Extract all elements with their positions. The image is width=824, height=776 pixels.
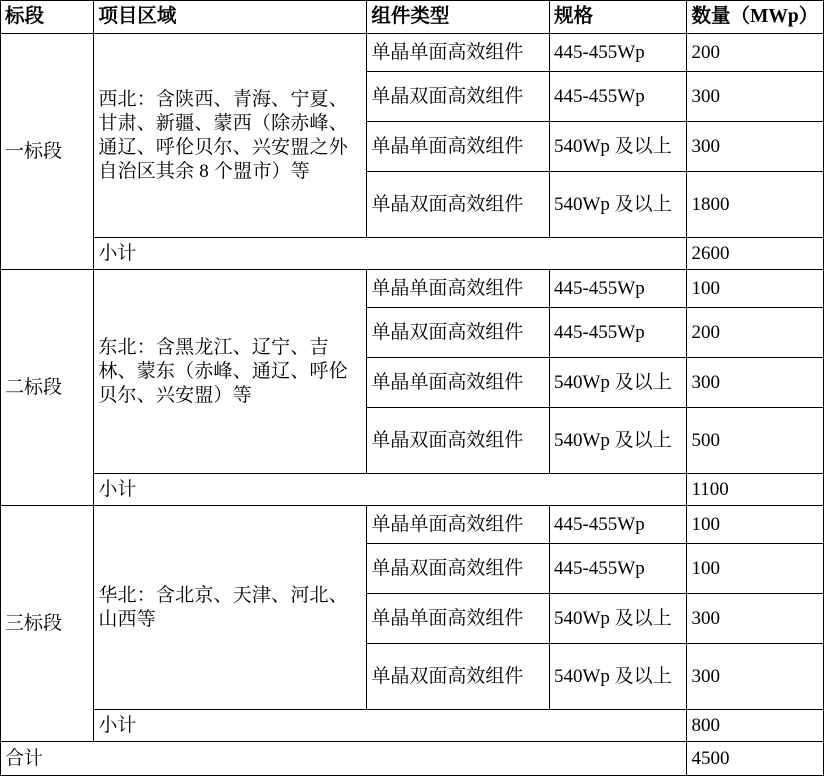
cell-specification: 445-455Wp: [549, 34, 687, 72]
cell-module-type: 单晶单面高效组件: [367, 270, 550, 308]
cell-module-type: 单晶双面高效组件: [367, 172, 550, 238]
cell-module-type: 单晶单面高效组件: [367, 122, 550, 172]
column-header-qty: 数量（MWp）: [687, 1, 824, 34]
cell-module-type: 单晶双面高效组件: [367, 644, 550, 710]
cell-specification: 445-455Wp: [549, 544, 687, 594]
cell-quantity: 200: [687, 34, 824, 72]
table-row: [1, 270, 824, 308]
subtotal-row: [1, 238, 824, 270]
subtotal-value: 800: [687, 710, 824, 742]
table-row: [1, 506, 824, 544]
cell-specification: 445-455Wp: [549, 308, 687, 358]
cell-module-type: 单晶双面高效组件: [367, 408, 550, 474]
table-body: [1, 34, 824, 776]
cell-module-type: 单晶单面高效组件: [367, 34, 550, 72]
cell-module-type: 单晶双面高效组件: [367, 72, 550, 122]
cell-specification: 445-455Wp: [549, 72, 687, 122]
subtotal-label: 小计: [94, 474, 687, 506]
header-row: [1, 1, 824, 34]
cell-module-type: 单晶双面高效组件: [367, 308, 550, 358]
table-row: [1, 34, 824, 72]
column-header-area: 项目区域: [94, 1, 367, 34]
total-label: 合计: [1, 742, 687, 776]
cell-quantity: 300: [687, 72, 824, 122]
cell-quantity: 1800: [687, 172, 824, 238]
cell-lot: 一标段: [1, 34, 94, 270]
total-row: [1, 742, 824, 776]
cell-specification: 540Wp 及以上: [549, 358, 687, 408]
cell-quantity: 300: [687, 644, 824, 710]
cell-specification: 540Wp 及以上: [549, 644, 687, 710]
column-header-spec: 规格: [549, 1, 687, 34]
cell-quantity: 300: [687, 122, 824, 172]
cell-project-area: 华北：含北京、天津、河北、山西等: [94, 506, 367, 710]
subtotal-label: 小计: [94, 238, 687, 270]
cell-quantity: 100: [687, 544, 824, 594]
cell-quantity: 100: [687, 270, 824, 308]
cell-module-type: 单晶单面高效组件: [367, 358, 550, 408]
subtotal-value: 1100: [687, 474, 824, 506]
subtotal-value: 2600: [687, 238, 824, 270]
cell-module-type: 单晶双面高效组件: [367, 544, 550, 594]
cell-lot: 三标段: [1, 506, 94, 742]
total-value: 4500: [687, 742, 824, 776]
cell-specification: 540Wp 及以上: [549, 594, 687, 644]
cell-specification: 445-455Wp: [549, 270, 687, 308]
column-header-lot: 标段: [1, 1, 94, 34]
cell-specification: 445-455Wp: [549, 506, 687, 544]
cell-module-type: 单晶单面高效组件: [367, 594, 550, 644]
cell-quantity: 300: [687, 594, 824, 644]
cell-project-area: 西北：含陕西、青海、宁夏、甘肃、新疆、蒙西（除赤峰、通辽、呼伦贝尔、兴安盟之外自治区其余 8 个盟市）等: [94, 34, 367, 238]
cell-quantity: 200: [687, 308, 824, 358]
cell-lot: 二标段: [1, 270, 94, 506]
cell-specification: 540Wp 及以上: [549, 408, 687, 474]
cell-project-area: 东北：含黑龙江、辽宁、吉林、蒙东（赤峰、通辽、呼伦贝尔、兴安盟）等: [94, 270, 367, 474]
cell-quantity: 100: [687, 506, 824, 544]
cell-quantity: 500: [687, 408, 824, 474]
cell-specification: 540Wp 及以上: [549, 172, 687, 238]
subtotal-label: 小计: [94, 710, 687, 742]
column-header-type: 组件类型: [367, 1, 550, 34]
subtotal-row: [1, 474, 824, 506]
cell-quantity: 300: [687, 358, 824, 408]
cell-specification: 540Wp 及以上: [549, 122, 687, 172]
subtotal-row: [1, 710, 824, 742]
table-header: [1, 1, 824, 34]
cell-module-type: 单晶单面高效组件: [367, 506, 550, 544]
